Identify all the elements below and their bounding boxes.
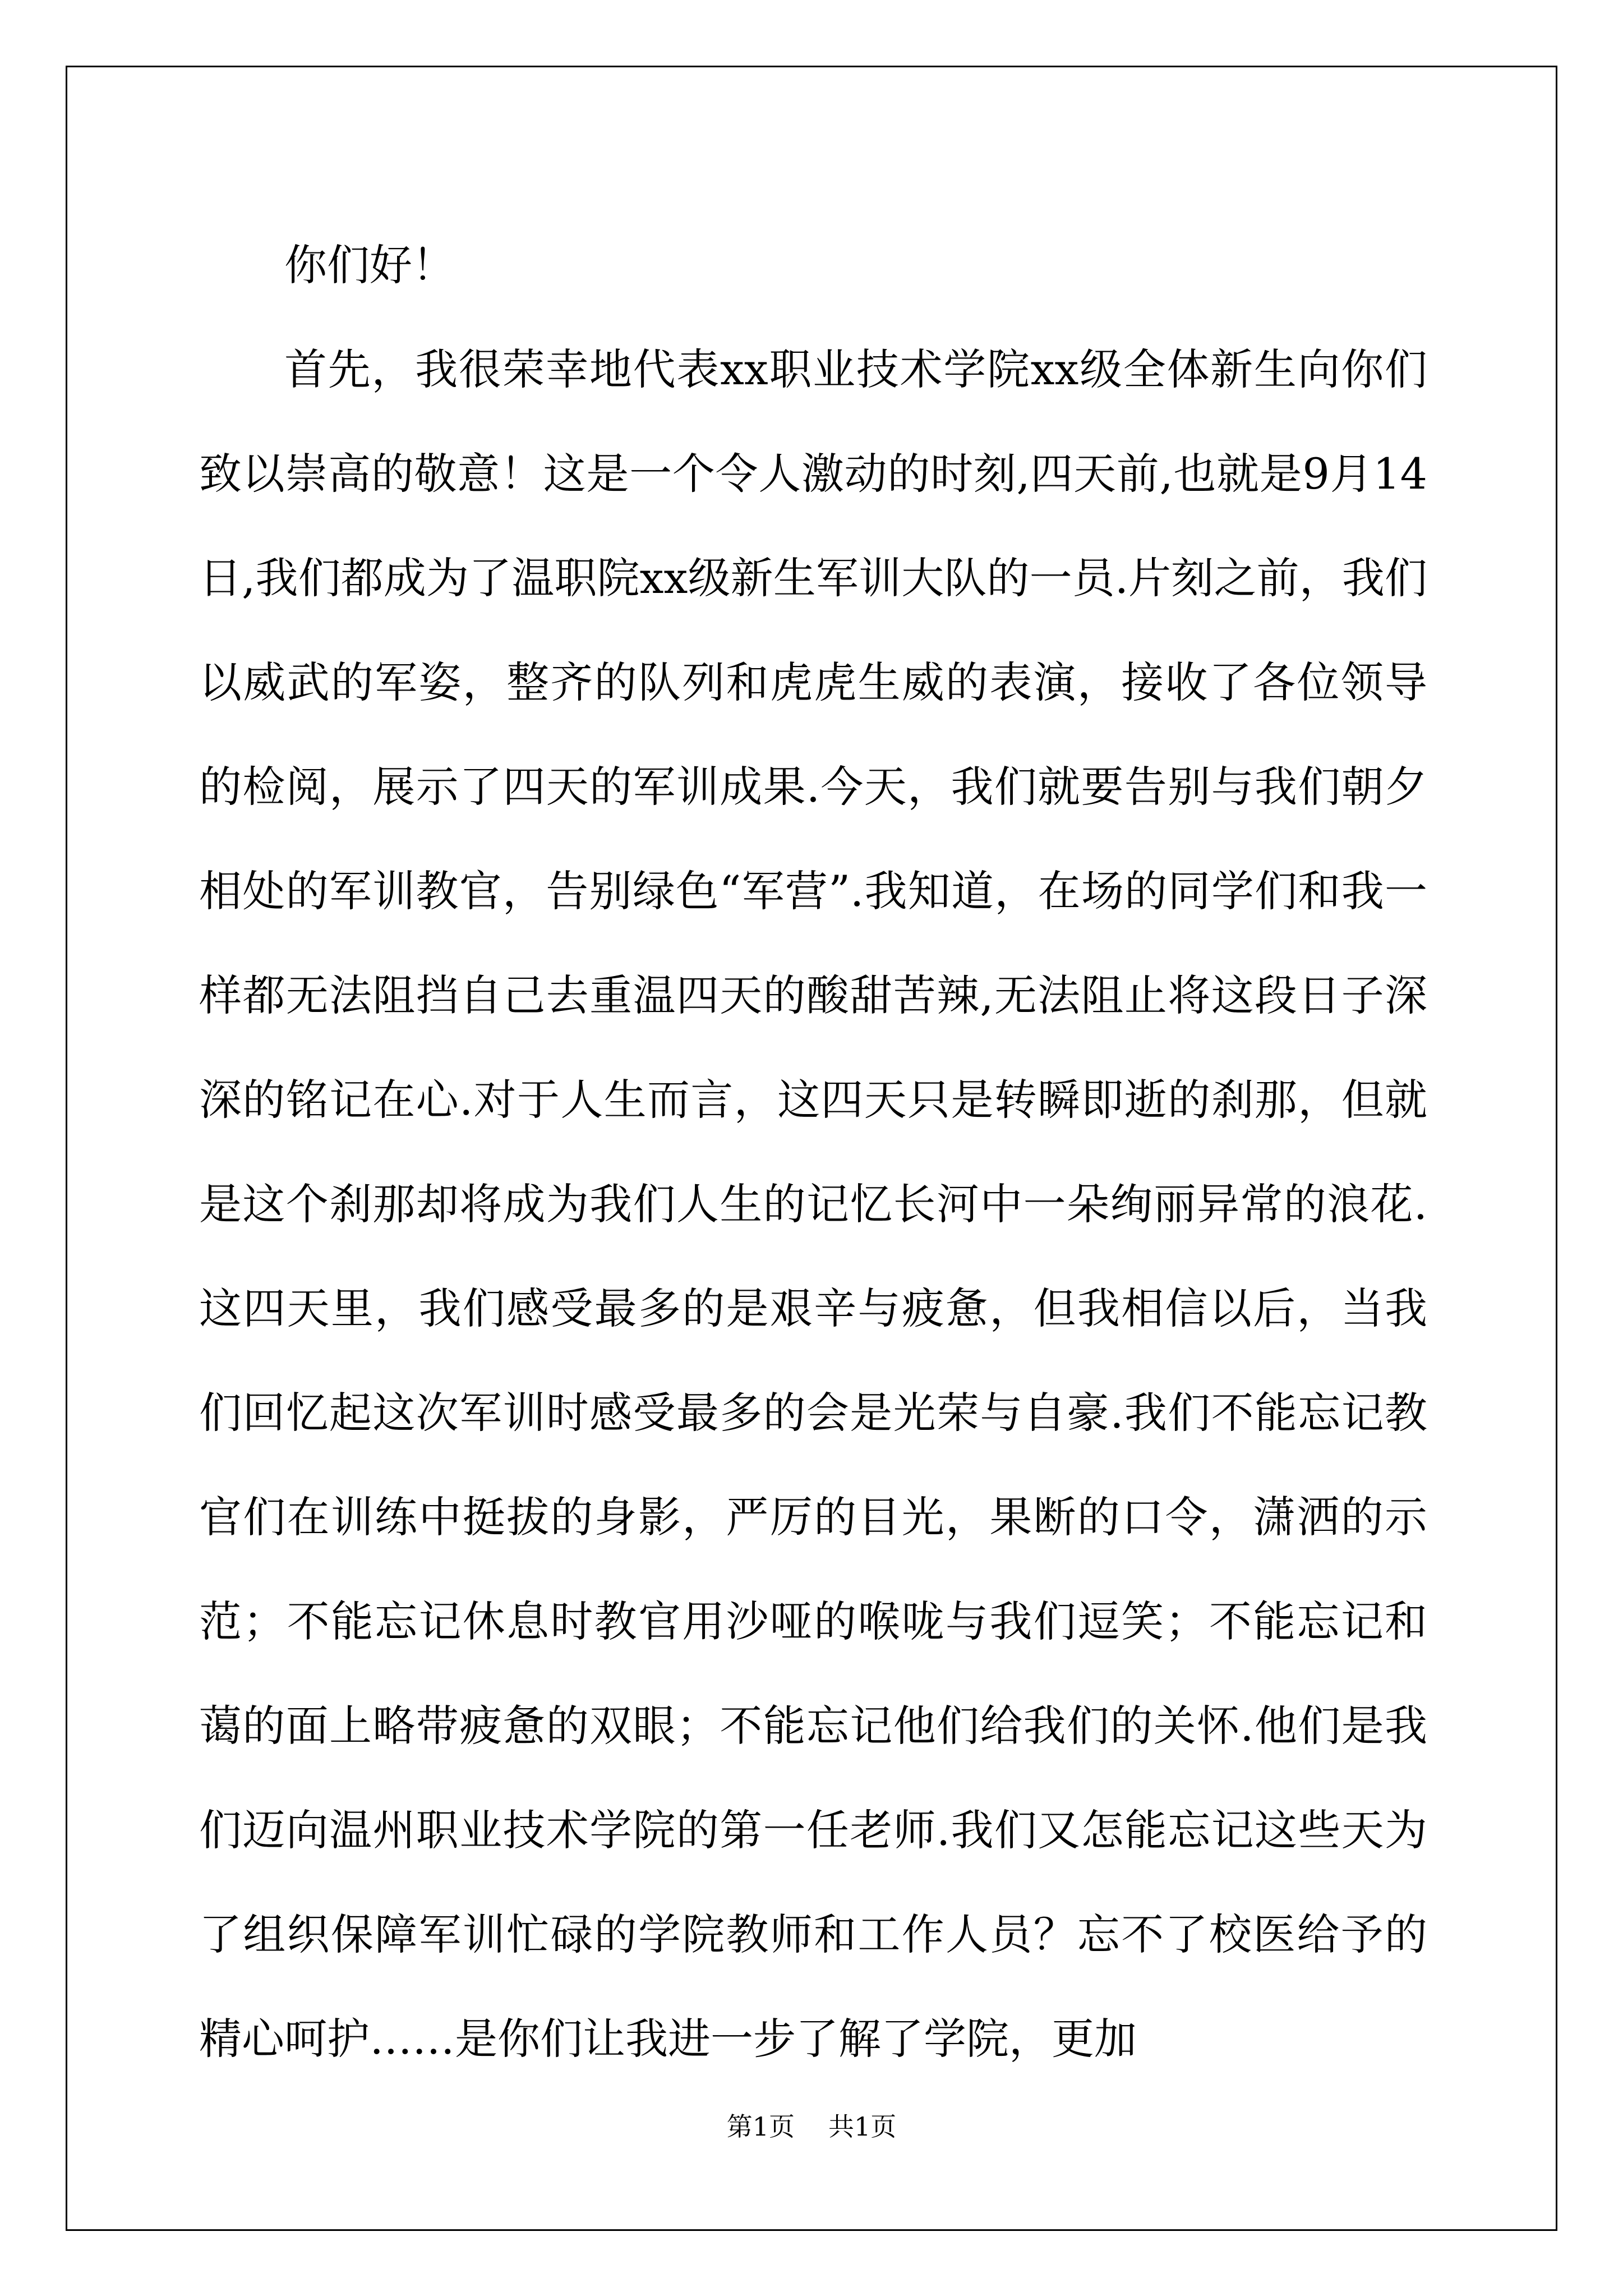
page-total: 共1页 xyxy=(828,2111,897,2142)
page-footer xyxy=(0,2106,1623,2143)
page-number: 第1页 xyxy=(726,2111,795,2142)
document-body xyxy=(199,213,1427,2091)
greeting-paragraph: 你们好！ xyxy=(284,240,455,290)
body-paragraph: 首先，我很荣幸地代表xx职业技术学院xx级全体新生向你们致以崇高的敬意！这是一个令人激动的时刻,四天前,也就是9月14日,我们都成为了温职院xx级新生军训大队的一员.片刻之前，我们以威武的军姿，整齐的队列和虎虎生威的表演，接收了各位领导的检阅，展示了四天的军训成果.今天，我们就要告别与我们朝夕相处的军训教官，告别绿色“军营”.我知道，在场的同学们和我一样都无法阻挡自己去重温四天的酸甜苦辣,无法阻止将这段日子深深的铭记在心.对于人生而言，这四天只是转瞬即逝的刹那，但就是这个刹那却将成为我们人生的记忆长河中一朵绚丽异常的浪花.这四天里，我们感受最多的是艰辛与疲惫，但我相信以后，当我们回忆起这次军训时感受最多的会是光荣与自豪.我们不能忘记教官们在训练中挺拔的身影，严厉的目光，果断的口令，潇洒的示范；不能忘记休息时教官用沙哑的喉咙与我们逗笑；不能忘记和蔼的面上略带疲惫的双眼；不能忘记他们给我们的关怀.他们是我们迈向温州职业技术学院的第一任老师.我们又怎能忘记这些天为了组织保障军训忙碌的学院教师和工作人员？忘不了校医给予的精心呵护……是你们让我进一步了解了学院，更加 xyxy=(199,344,1427,2064)
